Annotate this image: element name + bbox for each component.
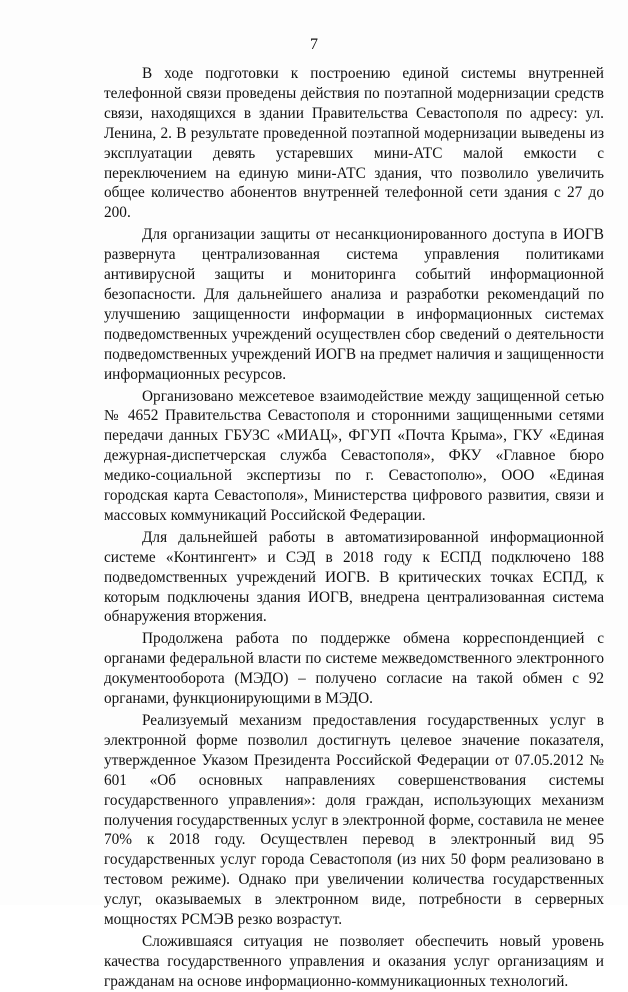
paragraph-network-interaction: Организовано межсетевое взаимодействие между защищенной сетью № 4652 Правительства Севастополя и сторонними защищенными сетями передачи данных ГБУЗС «МИАЦ», ФГУП «Почта Крыма», ГКУ «Единая дежурная-диспетчерская служба Севастополя», ФКУ «Главное бюро медико-социальной экспертизы по г. Севастополю», ООО «Единая городская карта Севастополя», Министерства цифрового развития, связи и массовых коммуникаций Российской Федерации. <box>104 387 604 524</box>
paragraph-current-situation: Сложившаяся ситуация не позволяет обеспечить новый уровень качества государственного управления и оказания услуг организациям и гражданам на основе информационно-коммуникационных технологий. <box>104 932 604 990</box>
document-body <box>104 64 604 992</box>
paragraph-telephony-modernization: В ходе подготовки к построению единой системы внутренней телефонной связи проведены действия по поэтапной модернизации средств связи, находящихся в здании Правительства Севастополя по адресу: ул. Ленина, 2. В результате проведенной поэтапной модернизации выведены из эксплуатации девять устаревших мини-АТС малой емкости с переключением на единую мини-АТС здания, что позволило увеличить общее количество абонентов внутренней телефонной сети здания с 27 до 200. <box>104 65 604 222</box>
paragraph-electronic-services: Реализуемый механизм предоставления государственных услуг в электронной форме позволил достигнуть целевое значение показателя, утвержденное Указом Президента Российской Федерации от 07.05.2012 № 601 «Об основных направлениях совершенствования системы государственного управления»: доля граждан, использующих механизм получения государственных услуг в электронной форме, составила не менее 70% к 2018 году. Осуществлен перевод в электронный вид 95 государственных услуг города Севастополя (из них 50 форм реализовано в тестовом режиме). Однако при увеличении количества государственных услуг, оказываемых в электронном виде, потребности в серверных мощностях РСМЭВ резко возрастут. <box>104 712 604 929</box>
paragraph-antivirus-protection: Для организации защиты от несанкционированного доступа в ИОГВ развернута централизованная система управления политиками антивирусной защиты и мониторинга событий информационной безопасности. Для дальнейшего анализа и разработки рекомендаций по улучшению защищенности информации в информационных системах подведомственных учреждений осуществлен сбор сведений о деятельности подведомственных учреждений ИОГВ на предмет наличия и защищенности информационных ресурсов. <box>104 226 604 383</box>
paragraph-medo-exchange: Продолжена работа по поддержке обмена корреспонденцией с органами федеральной власти по системе межведомственного электронного документооборота (МЭДО) – получено согласие на такой обмен с 92 органами, функционирующими в МЭДО. <box>104 630 604 708</box>
paragraph-espd-connection: Для дальнейшей работы в автоматизированной информационной системе «Контингент» и СЭД в 2018 году к ЕСПД подключено 188 подведомственных учреждений ИОГВ. В критических точках ЕСПД, к которым подключены здания ИОГВ, внедрена централизованная система обнаружения вторжения. <box>104 528 604 626</box>
page-number: 7 <box>310 36 318 53</box>
